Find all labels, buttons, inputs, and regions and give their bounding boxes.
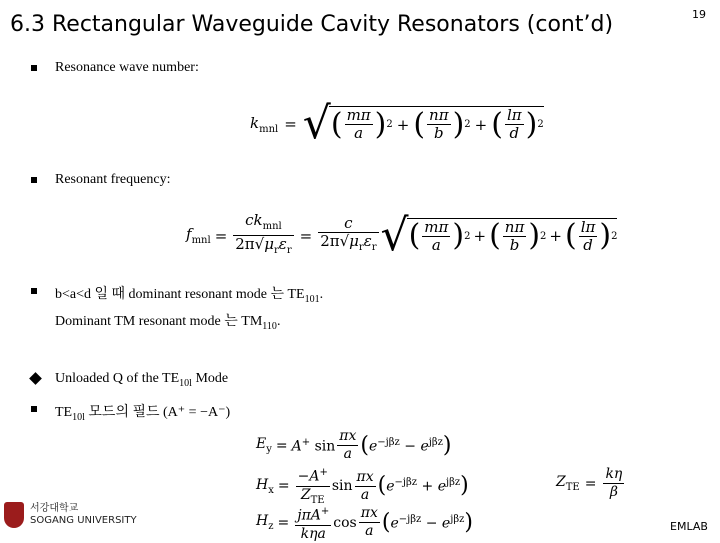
page-number: 19 xyxy=(692,8,706,21)
equation-hz: $H_z$ = $\frac{j\pi A^+}{\text{kηa}}$ cos $\frac{\pi x}{a}$ ( $e^{-j\beta z} - e^{j\beta z}$ ) xyxy=(256,503,473,543)
bullet-icon xyxy=(31,65,37,71)
equation-zte: $Z_{TE}$ = $\frac{k\eta}{\beta}$ xyxy=(556,466,623,500)
diamond-bullet-icon xyxy=(29,372,42,385)
bullet-icon xyxy=(31,406,37,412)
te-fields-line: $TE_{10l}$ 모드의 필드 (A⁺ = −A⁻) xyxy=(55,405,231,423)
resonance-label: Resonance wave number: xyxy=(55,60,199,75)
equation-hx: $H_x$ = $\frac{-A^+}{Z_{TE}}$ sin $\frac{\pi x}{a}$ ( $e^{-j\beta z} + e^{j\beta z}$ ) xyxy=(256,464,469,508)
bullet-icon xyxy=(31,288,37,294)
university-emblem-icon xyxy=(4,502,24,528)
university-name-korean: 서강대학교 xyxy=(30,503,79,514)
lab-name: EMLAB xyxy=(670,520,708,533)
equation-k: $k_{mnl}$ = √ ( $\frac{m\pi}{a}$ ) 2 + ( $\frac{n\pi}{b}$ ) 2 + ( $\frac{l\pi}{d}$ ) 2 xyxy=(250,98,544,149)
resonant-frequency-label: Resonant frequency: xyxy=(55,172,171,187)
dominant-te-line: b<a<d 일 때 dominant resonant mode 는 $TE_{101}$. xyxy=(55,287,324,305)
page-title: 6.3 Rectangular Waveguide Cavity Resonators (cont’d) xyxy=(10,12,614,37)
bullet-icon xyxy=(31,177,37,183)
equation-f: $f_{mnl}$ = $\frac{ck_{mnl}}{2\pi√\mu_r\varepsilon_r}$ = $\frac{c}{2\pi√\mu_r\varepsilon_r}$ √ ( $\frac{m\pi}{a}$ ) 2 + ( $\frac{n\pi}{b}$ ) 2 + ( $\frac{l\pi}{d}$ ) 2 xyxy=(186,209,618,261)
k-symbol: $k_{mnl}$ xyxy=(250,113,279,135)
university-logo xyxy=(4,502,137,528)
university-name-english: SOGANG UNIVERSITY xyxy=(30,515,137,526)
equation-ey: $E_y$ = A+ sin $\frac{\pi x}{a}$ ( $e^{-j\beta z} - e^{j\beta z}$ ) xyxy=(256,428,452,462)
dominant-tm-line: Dominant TM resonant mode 는 $TM_{110}$. xyxy=(55,314,281,332)
unloaded-q-line: Unloaded Q of the $TE_{10l}$ Mode xyxy=(55,371,229,389)
